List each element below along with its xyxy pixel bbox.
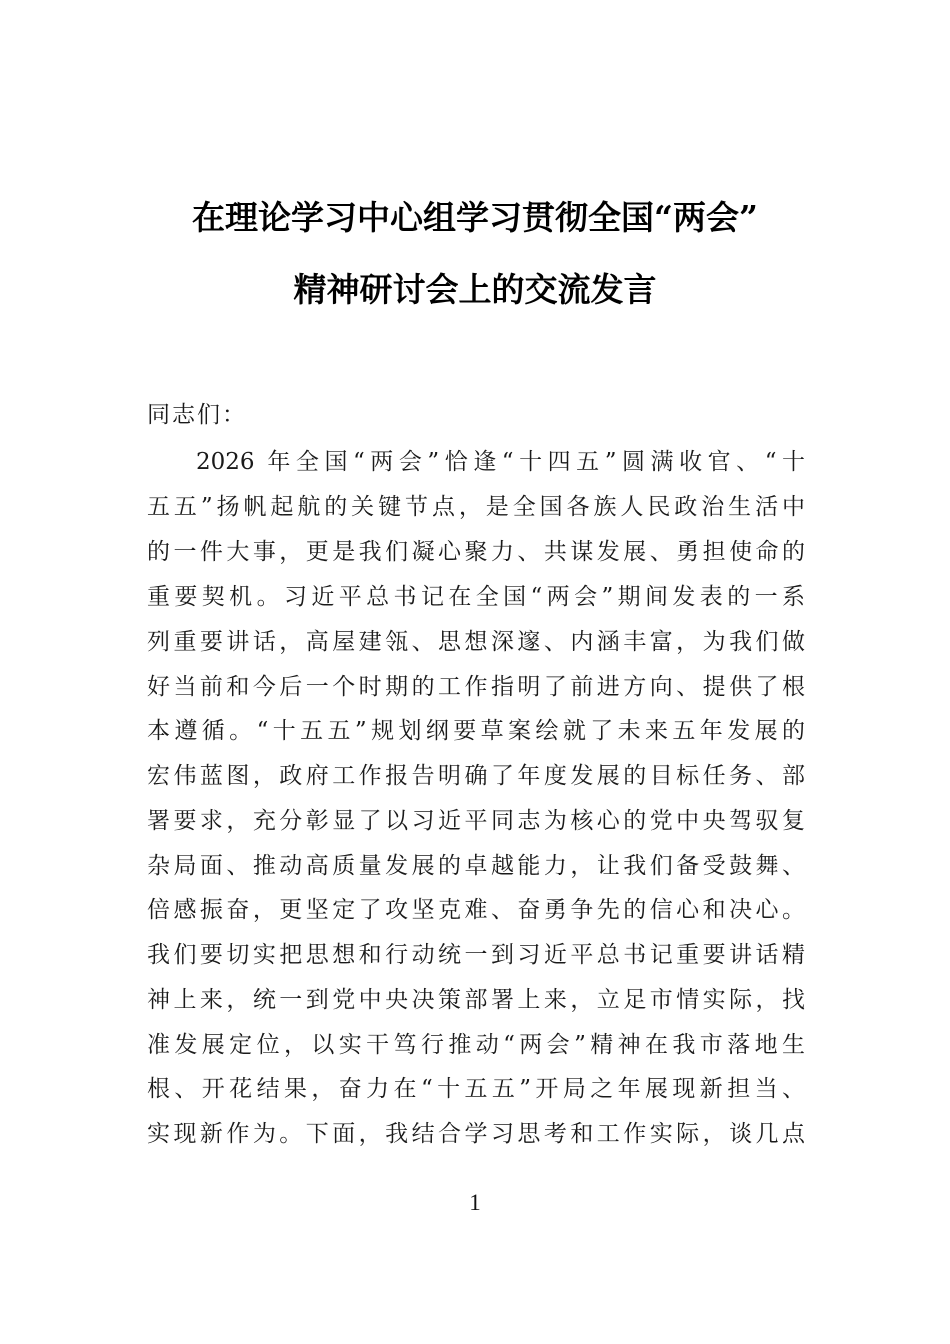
- document-title-line-1: 在理论学习中心组学习贯彻全国“两会”: [192, 198, 758, 237]
- body-line: 根、开花结果，奋力在“十五五”开局之年展现新担当、: [147, 1076, 805, 1102]
- body-line: 神上来，统一到党中央决策部署上来，立足市情实际，找: [147, 987, 805, 1013]
- body-line: 五五”扬帆起航的关键节点，是全国各族人民政治生活中: [147, 494, 805, 520]
- body-line: 署要求，充分彰显了以习近平同志为核心的党中央驾驭复: [147, 808, 805, 834]
- body-line: 我们要切实把思想和行动统一到习近平总书记重要讲话精: [147, 942, 805, 968]
- body-line: 杂局面、推动高质量发展的卓越能力，让我们备受鼓舞、: [147, 853, 805, 879]
- body-line: 倍感振奋，更坚定了攻坚克难、奋勇争先的信心和决心。: [147, 897, 805, 923]
- page-number: 1: [469, 1190, 481, 1215]
- body-line: 准发展定位，以实干笃行推动“两会”精神在我市落地生: [147, 1032, 805, 1058]
- body-line: 好当前和今后一个时期的工作指明了前进方向、提供了根: [147, 674, 805, 700]
- body-line: 的一件大事，更是我们凝心聚力、共谋发展、勇担使命的: [147, 539, 805, 565]
- body-line: 2026 年全国“两会”恰逢“十四五”圆满收官、“十: [196, 449, 805, 475]
- body-line: 重要契机。习近平总书记在全国“两会”期间发表的一系: [147, 584, 805, 610]
- body-line: 列重要讲话，高屋建瓴、思想深邃、内涵丰富，为我们做: [147, 629, 805, 655]
- salutation: 同志们：: [147, 402, 247, 428]
- body-line: 宏伟蓝图，政府工作报告明确了年度发展的目标任务、部: [147, 763, 805, 789]
- body-line: 本遵循。“十五五”规划纲要草案绘就了未来五年发展的: [147, 718, 805, 744]
- document-title-line-2: 精神研讨会上的交流发言: [293, 270, 657, 309]
- body-line: 实现新作为。下面，我结合学习思考和工作实际，谈几点: [147, 1121, 805, 1147]
